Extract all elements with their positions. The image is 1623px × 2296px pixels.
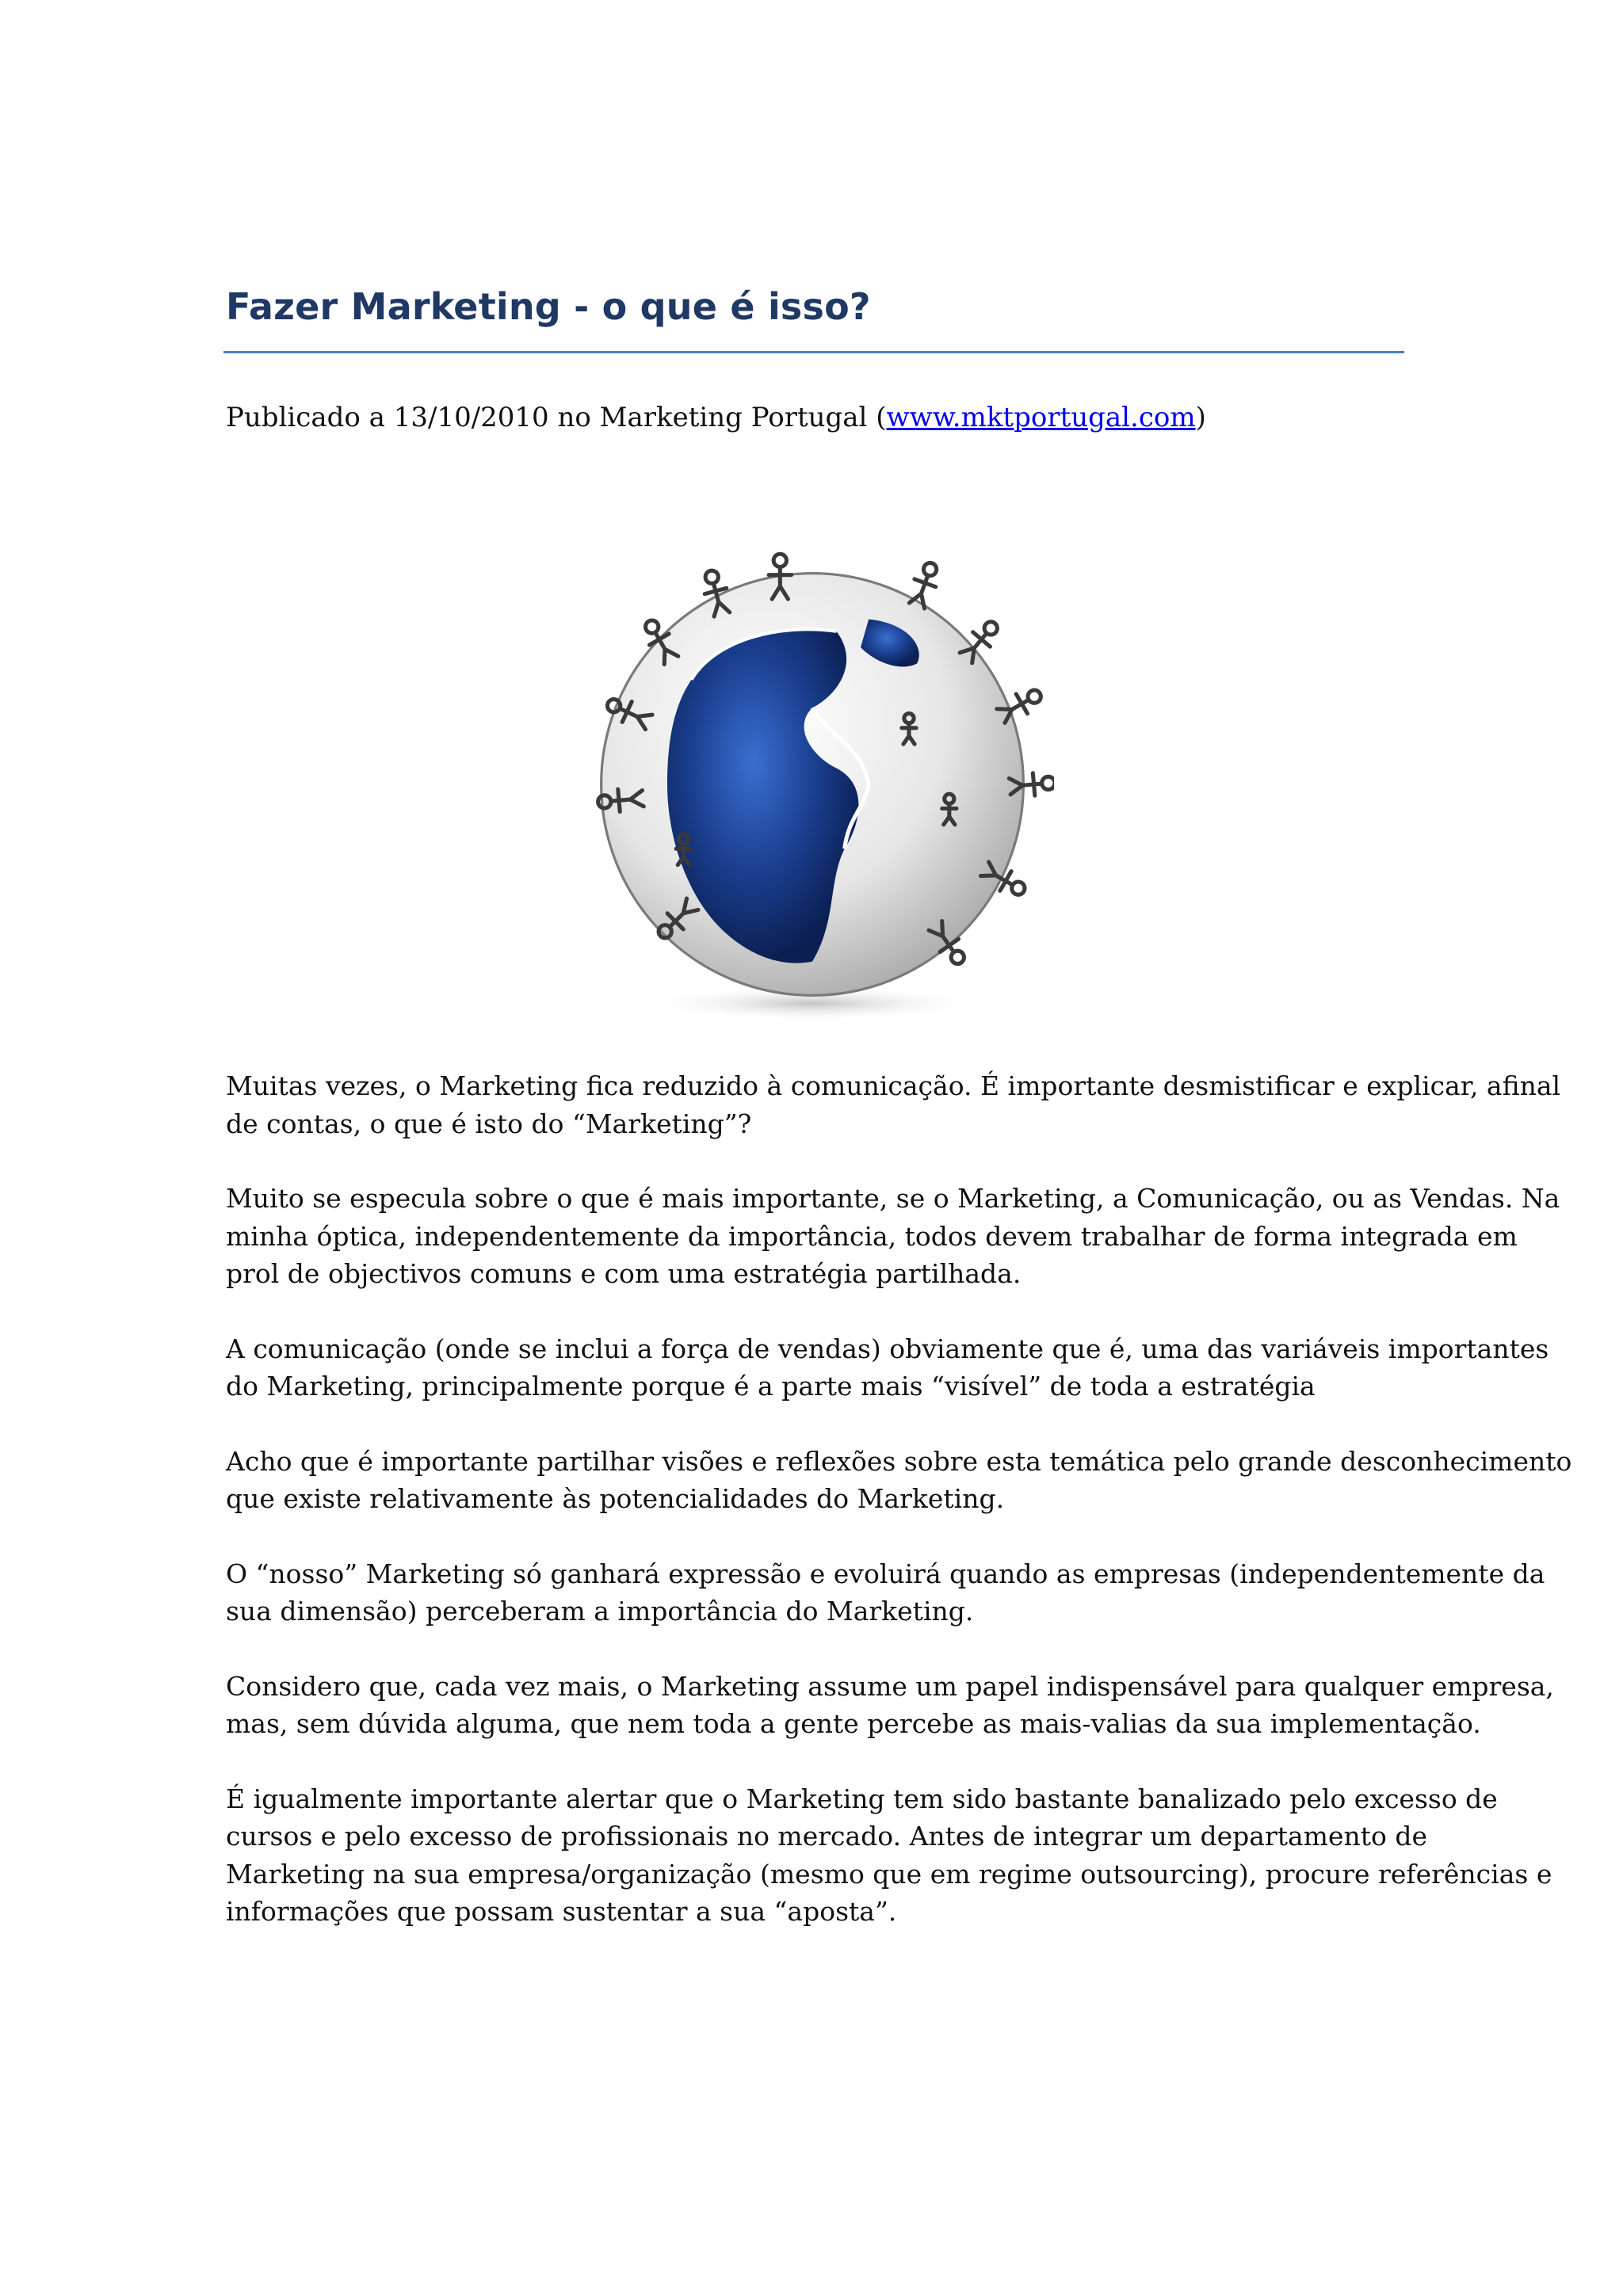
paragraph-line: cursos e pelo excesso de profissionais no mercado. Antes de integrar um departamento de: [226, 1821, 1428, 1852]
paragraph-line: Considero que, cada vez mais, o Marketing assume um papel indispensável para qualquer empresa,: [226, 1670, 1554, 1702]
paragraph-line: Marketing na sua empresa/organização (mesmo que em regime outsourcing), procure referências e: [226, 1858, 1552, 1890]
body-paragraph: [226, 1180, 1560, 1293]
paragraph-line: É igualmente importante alertar que o Marketing tem sido bastante banalizado pelo excesso de: [226, 1783, 1498, 1814]
body-paragraph: [226, 1780, 1552, 1931]
publication-prefix: Publicado a 13/10/2010 no Marketing Portugal (: [226, 402, 887, 433]
site-link[interactable]: www.mktportugal.com: [886, 402, 1196, 433]
paragraph-line: sua dimensão) perceberam a importância do Marketing.: [226, 1596, 974, 1627]
paragraph-line: minha óptica, independentemente da importância, todos devem trabalhar de forma integrada em: [226, 1220, 1518, 1252]
publication-suffix: ): [1195, 402, 1206, 433]
body-paragraph: [226, 1067, 1561, 1142]
paragraph-line: informações que possam sustentar a sua “aposta”.: [226, 1896, 897, 1927]
paragraph-line: de contas, o que é isto do “Marketing”?: [226, 1108, 752, 1139]
body-paragraph: [226, 1330, 1549, 1405]
paragraph-line: do Marketing, principalmente porque é a parte mais “visível” de toda a estratégia: [226, 1371, 1316, 1402]
paragraph-line: Muito se especula sobre o que é mais importante, se o Marketing, a Comunicação, ou as Vendas. Na: [226, 1183, 1560, 1214]
paragraph-line: Muitas vezes, o Marketing fica reduzido à comunicação. É importante desmistificar e explicar, afinal: [226, 1070, 1561, 1101]
paragraph-line: mas, sem dúvida alguma, que nem toda a gente percebe as mais-valias da sua implementação.: [226, 1708, 1481, 1739]
body-paragraph: [226, 1443, 1572, 1518]
body-paragraph: [226, 1555, 1545, 1630]
title-divider: [223, 351, 1404, 353]
paragraph-line: Acho que é importante partilhar visões e reflexões sobre esta temática pelo grande desconhecimento: [226, 1445, 1572, 1477]
paragraph-line: que existe relativamente às potencialidades do Marketing.: [226, 1483, 1005, 1514]
paragraph-line: O “nosso” Marketing só ganhará expressão e evoluirá quando as empresas (independentemente da: [226, 1558, 1545, 1589]
globe-with-people-icon: [571, 543, 1054, 1026]
body-paragraph: [226, 1668, 1554, 1743]
paragraph-line: A comunicação (onde se inclui a força de vendas) obviamente que é, uma das variáveis importantes: [226, 1333, 1549, 1364]
page-title: Fazer Marketing - o que é isso?: [226, 285, 871, 328]
article-body: [226, 1067, 1572, 1968]
paragraph-line: prol de objectivos comuns e com uma estratégia partilhada.: [226, 1258, 1022, 1289]
publication-line: [226, 400, 1206, 435]
